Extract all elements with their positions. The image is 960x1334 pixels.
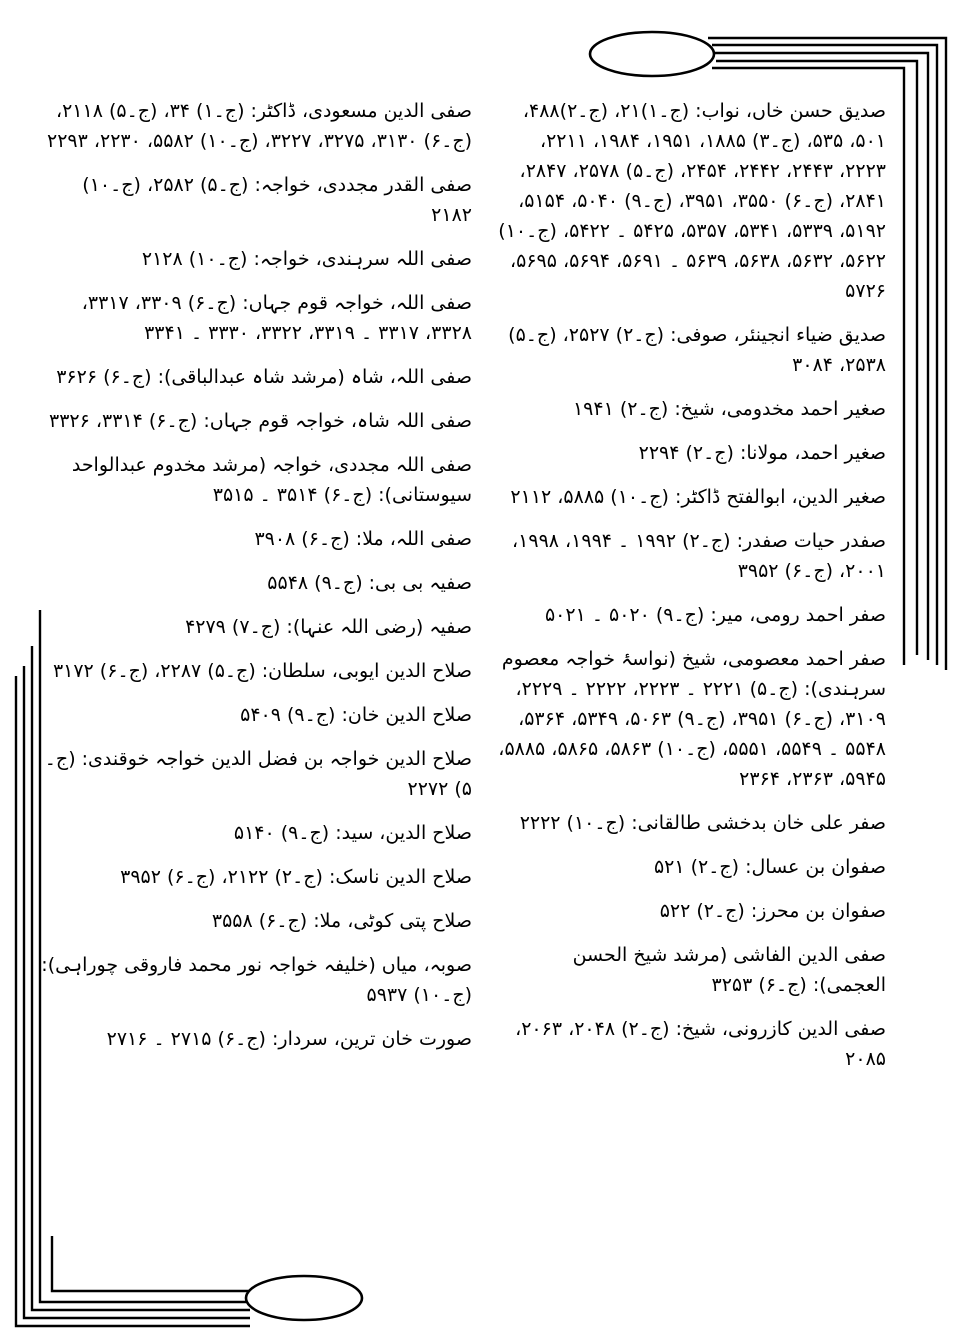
index-entry: صفر احمد رومی، میر: (ج۔۹) ۵۰۲۰ ۔ ۵۰۲۱: [544, 604, 886, 626]
index-entry: صلاح الدین ناسک: (ج۔۲) ۲۱۲۲، (ج۔۶) ۳۹۵۲: [120, 866, 472, 888]
index-entry: صفی الدین الفاشی (مرشد شیخ الحسن العجمی): (ج۔۶) ۳۲۵۳: [572, 944, 886, 996]
index-entry: صفیہ (رضی اللہ عنہا): (ج۔۷) ۴۲۷۹: [185, 616, 472, 638]
index-entry: صغیر احمد، مولانا: (ج۔۲) ۲۲۹۴: [638, 442, 886, 464]
index-entry: صورت خان ترین، سردار: (ج۔۶) ۲۷۱۵ ۔ ۲۷۱۶: [106, 1028, 472, 1050]
index-entry: صلاح الدین، سید: (ج۔۹) ۵۱۴۰: [233, 822, 472, 844]
index-entry: صفی اللہ، خواجہ قوم جہاں: (ج۔۶) ۳۳۰۹، ۳۳۱۷، ۳۳۲۸، ۳۳۱۷ ۔ ۳۳۱۹، ۳۳۲۲، ۳۳۳۰ ۔ ۳۳۴۱: [81, 292, 472, 344]
index-entry: صفیہ بی بی: (ج۔۹) ۵۵۴۸: [267, 572, 472, 594]
index-entry: صفوان بن محرز: (ج۔۲) ۵۲۲: [659, 900, 886, 922]
bottom-frame-line-5: [52, 1236, 250, 1291]
index-entry: صفی الدین مسعودی، ڈاکٹر: (ج۔۱) ۳۴، (ج۔۵) ۲۱۱۸، (ج۔۶) ۳۱۳۰، ۳۲۷۵، ۳۲۲۷، (ج۔۱۰) ۵۵۸۲، ۲۲۳۰، ۲۲۹۳: [47, 100, 472, 152]
index-entry: صفی اللہ مجددی، خواجہ (مرشد مخدوم عبدالواحد سیوستانی): (ج۔۶) ۳۵۱۴ ۔ ۳۵۱۵: [71, 454, 472, 506]
index-entry: صوبہ، میاں (خلیفہ خواجہ نور محمد فاروقی چوراہی): (ج۔۱۰) ۵۹۳۷: [41, 954, 472, 1006]
index-entry: صدیق حسن خاں، نواب: (ج۔۱)۲۱، (ج۔۲)۴۸۸، ۵۰۱، ۵۳۵، (ج۔۳) ۱۸۸۵، ۱۹۵۱، ۱۹۸۴، ۲۲۱۱، ۲۲۲۳، ۲۴۴۳، ۲۴۴۲، ۲۴۵۴، (ج۔۵) ۲۵۷۸، ۲۸۴۷، ۲۸۴۱، (ج۔۶) ۳۵۵۰، ۳۹۵۱، (ج۔۹) ۵۰۴۰، ۵۱۵۴، ۵۱۹۲، ۵۳۳۹، ۵۳۴۱، ۵۳۵۷، ۵۴۲۵ ۔ ۵۴۲۲، (ج۔۱۰) ۵۶۲۲، ۵۶۳۲، ۵۶۳۸، ۵۶۳۹ ۔ ۵۶۹۱، ۵۶۹۴، ۵۶۹۵، ۵۷۲۶: [498, 100, 886, 302]
index-column-left: [40, 96, 472, 1068]
index-entry: صغیر الدین، ابوالفتح ڈاکٹر: (ج۔۱۰) ۵۸۸۵، ۲۱۱۲: [510, 486, 886, 508]
index-entry: صفی اللہ شاہ، خواجہ قوم جہاں: (ج۔۶) ۳۳۱۴، ۳۳۲۶: [49, 410, 472, 432]
index-entry: صدیق ضیاء انجینئر، صوفی: (ج۔۲) ۲۵۲۷، (ج۔۵) ۲۵۳۸، ۳۰۸۴: [508, 324, 886, 376]
index-entry: صلاح الدین خواجہ بن فضل الدین خواجہ خوقندی: (ج۔۵) ۲۲۷۲: [44, 748, 472, 800]
index-entry: صفی اللہ، شاہ (مرشد شاہ عبدالباقی): (ج۔۶) ۳۶۲۶: [56, 366, 472, 388]
index-entry: صفی اللہ، ملا: (ج۔۶) ۳۹۰۸: [254, 528, 472, 550]
index-column-right: [496, 96, 886, 1088]
index-entry: صفی الدین کازرونی، شیخ: (ج۔۲) ۲۰۴۸، ۲۰۶۳، ۲۰۸۵: [515, 1018, 886, 1070]
index-entry: صفر احمد معصومی، شیخ (نواسۂ خواجہ معصوم سرہندی): (ج۔۵) ۲۲۲۱ ۔ ۲۲۲۳، ۲۲۲۲ ۔ ۲۲۲۹، ۳۱۰۹، (ج۔۶) ۳۹۵۱، (ج۔۹) ۵۰۶۳، ۵۳۴۹، ۵۳۶۴، ۵۵۴۸ ۔ ۵۵۴۹، ۵۵۵۱، (ج۔۱۰) ۵۸۶۳، ۵۸۶۵، ۵۸۸۵، ۵۹۴۵، ۲۳۶۳، ۲۳۶۴: [498, 648, 886, 790]
top-ornament-oval: [590, 32, 714, 76]
index-entry: صلاح الدین ایوبی، سلطان: (ج۔۵) ۲۲۸۷، (ج۔۶) ۳۱۷۲: [52, 660, 472, 682]
index-entry: صغیر احمد مخدومی، شیخ: (ج۔۲) ۱۹۴۱: [572, 398, 886, 420]
index-entry: صفی اللہ سرہندی، خواجہ: (ج۔۱۰) ۲۱۲۸: [141, 248, 472, 270]
index-entry: صفر علی خان بدخشی طالقانی: (ج۔۱۰) ۲۲۲۲: [519, 812, 886, 834]
index-entry: صلاح الدین خان: (ج۔۹) ۵۴۰۹: [240, 704, 472, 726]
index-entry: صفدر حیات صفدر: (ج۔۲) ۱۹۹۲ ۔ ۱۹۹۴، ۱۹۹۸، ۲۰۰۱، (ج۔۶) ۳۹۵۲: [512, 530, 886, 582]
index-entry: صفی القدر مجددی، خواجہ: (ج۔۵) ۲۵۸۲، (ج۔۱۰) ۲۱۸۲: [82, 174, 472, 226]
bottom-ornament-oval: [246, 1276, 362, 1320]
index-entry: صفوان بن عسال: (ج۔۲) ۵۲۱: [653, 856, 886, 878]
index-entry: صلاح پتی کوٹی، ملا: (ج۔۶) ۳۵۵۸: [211, 910, 472, 932]
